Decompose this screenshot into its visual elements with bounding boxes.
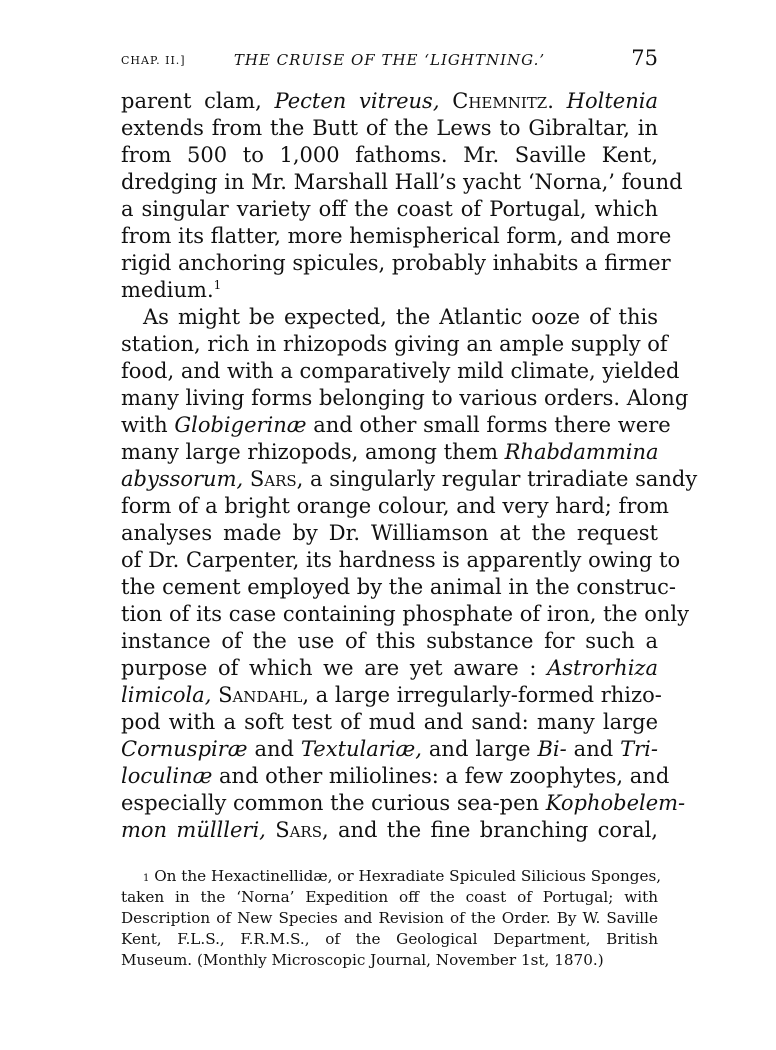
text-line: analyses made by Dr. Williamson at the request: [121, 521, 658, 545]
footnote-line: Description of New Species and Revision of the Order. By W. Saville: [121, 909, 658, 927]
text-line: medium.$^1$: [121, 278, 222, 302]
text-line: with Globigerinæ and other small forms there were: [121, 413, 671, 437]
text-line: abyssorum, Sars, a singularly regular triradiate sandy: [121, 467, 698, 491]
footnote-line: $^1$ On the Hexactinellidæ, or Hexradiate Spiculed Silicious Sponges,: [143, 867, 662, 885]
text-line: parent clam, Pecten vitreus, Chemnitz. Holtenia: [121, 89, 658, 113]
footnote-line: Museum. (Monthly Microscopic Journal, November 1st, 1870.): [121, 951, 604, 969]
text-line: extends from the Butt of the Lews to Gibraltar, in: [121, 116, 658, 140]
text-line: many living forms belonging to various orders. Along: [121, 386, 689, 410]
text-line: limicola, Sandahl, a large irregularly-formed rhizo-: [121, 683, 662, 707]
text-line: loculinæ and other miliolines: a few zoophytes, and: [121, 764, 670, 788]
footnote-line: taken in the ‘Norna’ Expedition off the coast of Portugal; with: [121, 888, 658, 906]
footnote-reference: 1: [213, 278, 222, 292]
text-line: of Dr. Carpenter, its hardness is apparently owing to: [121, 548, 681, 572]
chapter-label: CHAP. II.]: [121, 54, 186, 67]
text-line: instance of the use of this substance for such a: [121, 629, 658, 653]
text-line: a singular variety off the coast of Portugal, which: [121, 197, 658, 221]
page-number: 75: [631, 46, 658, 70]
text-line: pod with a soft test of mud and sand: many large: [121, 710, 658, 734]
text-line: station, rich in rhizopods giving an ample supply of: [121, 332, 668, 356]
footnote: [121, 866, 662, 971]
running-header: [121, 46, 658, 78]
text-line: from 500 to 1,000 fathoms. Mr. Saville Kent,: [121, 143, 658, 167]
text-line: As might be expected, the Atlantic ooze of this: [143, 305, 658, 329]
text-line: mon müllleri, Sars, and the fine branching coral,: [121, 818, 658, 842]
text-line: tion of its case containing phosphate of iron, the only: [121, 602, 689, 626]
text-line: Cornuspiræ and Textulariæ, and large Bi- and Tri-: [121, 737, 658, 761]
text-line: dredging in Mr. Marshall Hall’s yacht ‘Norna,’ found: [121, 170, 683, 194]
footnote-mark: 1: [143, 873, 150, 884]
text-line: form of a bright orange colour, and very hard; from: [121, 494, 669, 518]
text-line: purpose of which we are yet aware : Astrorhiza: [121, 656, 658, 680]
text-line: rigid anchoring spicules, probably inhabits a firmer: [121, 251, 671, 275]
running-title: THE CRUISE OF THE ‘LIGHTNING.’: [233, 51, 546, 69]
text-line: especially common the curious sea-pen Kophobelem-: [121, 791, 686, 815]
text-line: food, and with a comparatively mild climate, yielded: [121, 359, 680, 383]
text-line: the cement employed by the animal in the construc-: [121, 575, 676, 599]
text-line: from its flatter, more hemispherical form, and more: [121, 224, 672, 248]
text-line: many large rhizopods, among them Rhabdammina: [121, 440, 659, 464]
footnote-line: Kent, F.L.S., F.R.M.S., of the Geological Department, British: [121, 930, 658, 948]
main-text: [121, 88, 698, 844]
